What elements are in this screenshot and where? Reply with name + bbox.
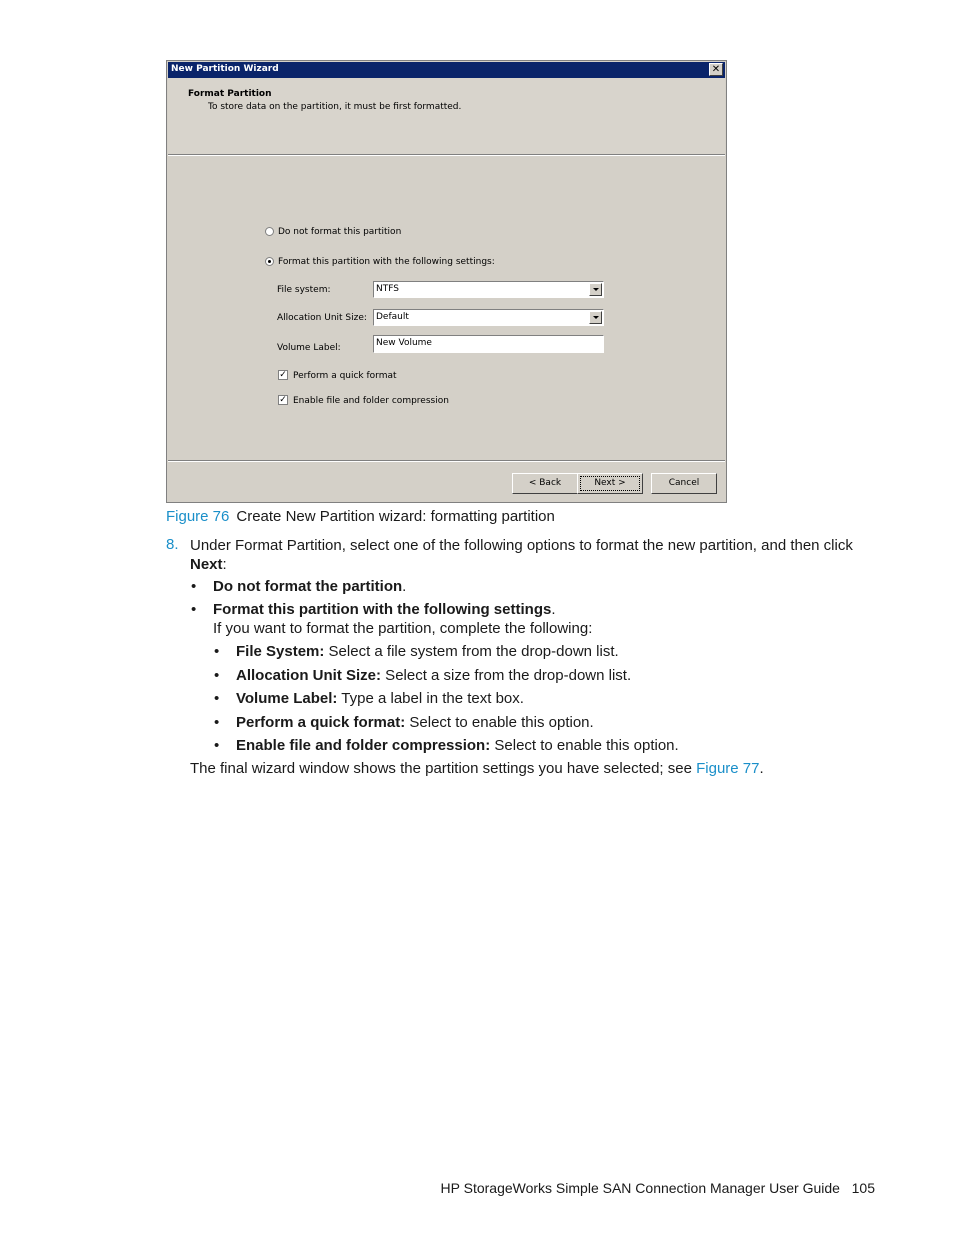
figure-caption bbox=[166, 508, 555, 525]
header-divider bbox=[168, 154, 725, 156]
step-number: 8. bbox=[166, 536, 179, 553]
step-text-bold: Next bbox=[190, 556, 223, 573]
back-button[interactable]: < Back bbox=[512, 473, 578, 494]
allocation-unit-select[interactable] bbox=[373, 309, 604, 326]
page-footer bbox=[441, 1180, 875, 1196]
volume-label-value: New Volume bbox=[376, 338, 432, 348]
figure-77-link[interactable]: Figure 77 bbox=[696, 760, 760, 777]
file-system-label: File system: bbox=[277, 285, 331, 295]
bullet: • bbox=[191, 578, 197, 595]
bullet: • bbox=[214, 667, 220, 684]
allocation-unit-label: Allocation Unit Size: bbox=[277, 313, 367, 323]
radio-format[interactable] bbox=[265, 257, 274, 266]
bullet: • bbox=[214, 737, 220, 754]
close-icon[interactable]: ✕ bbox=[709, 63, 723, 76]
sub-list-item-text: Select a file system from the drop-down list. bbox=[324, 643, 619, 660]
list-item-bold: Format this partition with the following settings bbox=[213, 601, 552, 618]
radio-do-not-format[interactable] bbox=[265, 227, 274, 236]
figure-caption-text: Create New Partition wizard: formatting partition bbox=[236, 508, 555, 525]
dialog-titlebar bbox=[168, 62, 725, 78]
file-system-select[interactable] bbox=[373, 281, 604, 298]
step-text-colon: : bbox=[222, 556, 227, 573]
bullet: • bbox=[214, 690, 220, 707]
bullet: • bbox=[214, 643, 220, 660]
volume-label-input[interactable] bbox=[373, 335, 604, 353]
sub-list-item-text: Select to enable this option. bbox=[405, 714, 594, 731]
footer-title: HP StorageWorks Simple SAN Connection Manager User Guide bbox=[440, 1180, 840, 1196]
allocation-unit-value: Default bbox=[376, 312, 409, 322]
sub-list-item-bold: Allocation Unit Size: bbox=[236, 667, 382, 684]
quick-format-checkbox[interactable]: ✓ bbox=[279, 370, 287, 380]
closing-period: . bbox=[759, 760, 764, 777]
dialog-title: New Partition Wizard bbox=[171, 64, 279, 74]
bullet: • bbox=[191, 601, 197, 618]
wizard-header bbox=[168, 78, 725, 154]
radio-do-not-format-label: Do not format this partition bbox=[278, 227, 402, 237]
quick-format-label: Perform a quick format bbox=[293, 371, 397, 381]
closing-paragraph bbox=[190, 760, 764, 777]
sub-list-item-text: Select to enable this option. bbox=[490, 737, 679, 754]
sub-list-item-bold: File System: bbox=[236, 643, 325, 660]
radio-format-label: Format this partition with the following settings: bbox=[278, 257, 495, 267]
compression-checkbox[interactable]: ✓ bbox=[279, 395, 287, 405]
cancel-button[interactable]: Cancel bbox=[651, 473, 717, 494]
bullet: • bbox=[214, 714, 220, 731]
compression-label: Enable file and folder compression bbox=[293, 396, 449, 406]
sub-list-item-bold: Volume Label: bbox=[236, 690, 338, 707]
sub-list-item-bold: Enable file and folder compression: bbox=[236, 737, 491, 754]
closing-text: The final wizard window shows the partition settings you have selected; see bbox=[190, 760, 697, 777]
chevron-down-icon[interactable] bbox=[589, 311, 602, 324]
sub-list-item-text: Select a size from the drop-down list. bbox=[381, 667, 632, 684]
list-item-text: . bbox=[551, 601, 556, 618]
footer-divider bbox=[168, 460, 725, 462]
step-text bbox=[190, 536, 880, 574]
sub-list-item-text: Type a label in the text box. bbox=[337, 690, 524, 707]
list-item-bold: Do not format the partition bbox=[213, 578, 403, 595]
page-number: 105 bbox=[851, 1180, 875, 1196]
file-system-value: NTFS bbox=[376, 284, 399, 294]
step-text-main: Under Format Partition, select one of the following options to format the new partition, and then click bbox=[190, 537, 853, 554]
figure-label: Figure 76 bbox=[166, 508, 230, 525]
wizard-header-title: Format Partition bbox=[188, 89, 272, 99]
new-partition-wizard-dialog bbox=[166, 60, 727, 503]
list-item-text: . bbox=[402, 578, 407, 595]
next-button[interactable]: Next > bbox=[577, 473, 643, 494]
chevron-down-icon[interactable] bbox=[589, 283, 602, 296]
wizard-header-subtitle: To store data on the partition, it must be first formatted. bbox=[208, 102, 462, 112]
list-item-intro-text: If you want to format the partition, complete the following: bbox=[213, 620, 593, 637]
sub-list-item-bold: Perform a quick format: bbox=[236, 714, 406, 731]
volume-label-label: Volume Label: bbox=[277, 343, 341, 353]
